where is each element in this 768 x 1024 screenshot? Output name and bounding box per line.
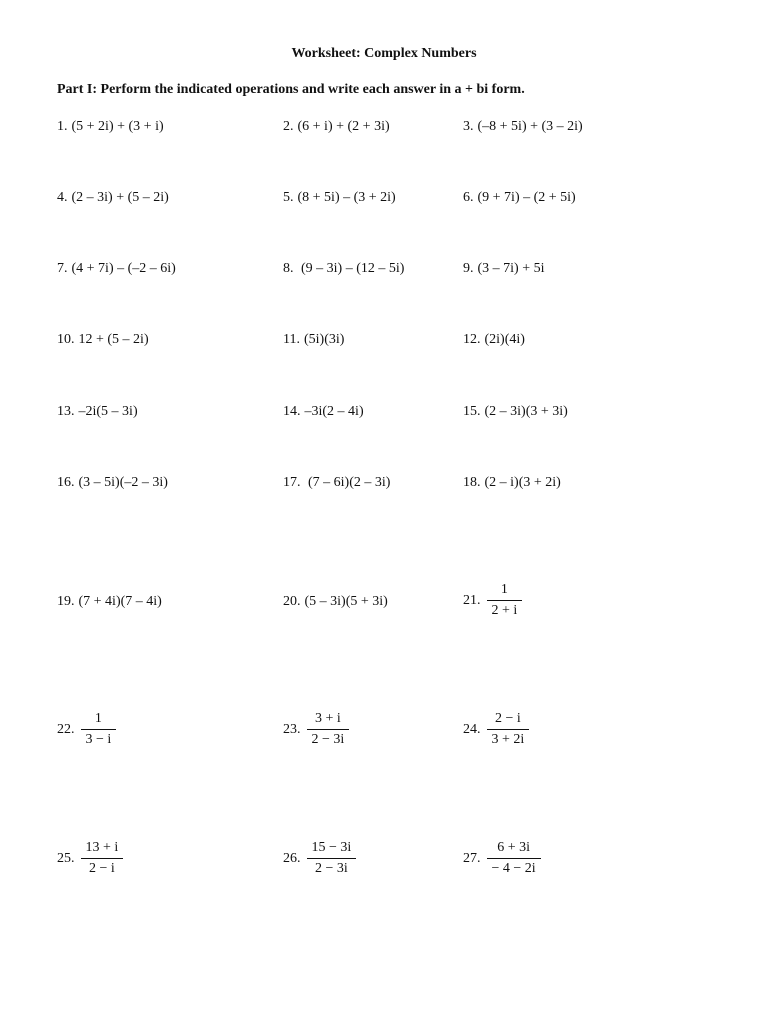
problem-number: 27. bbox=[463, 850, 481, 866]
problem-25 bbox=[57, 840, 123, 877]
problem-number: 5. bbox=[283, 190, 294, 205]
problem-expression: (7 – 6i)(2 – 3i) bbox=[304, 475, 391, 490]
fraction-numerator: 1 bbox=[500, 582, 508, 597]
problem-24 bbox=[463, 711, 529, 748]
problem-number: 20. bbox=[283, 594, 301, 609]
problem-number: 12. bbox=[463, 332, 481, 347]
problem-number: 21. bbox=[463, 592, 481, 608]
fraction bbox=[81, 711, 117, 748]
problem-20 bbox=[283, 593, 388, 611]
problem-6 bbox=[463, 189, 576, 207]
problem-number: 10. bbox=[57, 332, 75, 347]
problem-23 bbox=[283, 711, 349, 748]
problem-10 bbox=[57, 331, 149, 349]
problem-14 bbox=[283, 403, 364, 421]
fraction bbox=[487, 711, 530, 748]
problem-number: 1. bbox=[57, 119, 68, 134]
problem-expression: (8 + 5i) – (3 + 2i) bbox=[297, 190, 396, 205]
problem-expression: (2 – 3i) + (5 – 2i) bbox=[71, 190, 169, 205]
problem-27 bbox=[463, 840, 541, 877]
problem-expression: (6 + i) + (2 + 3i) bbox=[297, 119, 390, 134]
problem-number: 18. bbox=[463, 475, 481, 490]
problem-13 bbox=[57, 403, 138, 421]
problem-expression: (–8 + 5i) + (3 – 2i) bbox=[477, 119, 583, 134]
fraction-denominator: 2 − 3i bbox=[315, 861, 348, 876]
problem-3 bbox=[463, 118, 583, 136]
problem-7 bbox=[57, 260, 176, 278]
problem-expression: (5 – 3i)(5 + 3i) bbox=[304, 594, 388, 609]
problem-expression: –2i(5 – 3i) bbox=[78, 404, 138, 419]
problem-expression: (9 – 3i) – (12 – 5i) bbox=[297, 261, 405, 276]
problem-expression: (2 – 3i)(3 + 3i) bbox=[484, 404, 568, 419]
problem-number: 9. bbox=[463, 261, 474, 276]
fraction-numerator: 15 − 3i bbox=[311, 840, 352, 855]
problem-expression: (5 + 2i) + (3 + i) bbox=[71, 119, 164, 134]
problem-number: 23. bbox=[283, 721, 301, 737]
problem-number: 26. bbox=[283, 850, 301, 866]
problem-11 bbox=[283, 331, 344, 349]
problem-21 bbox=[463, 582, 522, 619]
fraction-numerator: 13 + i bbox=[85, 840, 119, 855]
problem-22 bbox=[57, 711, 116, 748]
page-title: Worksheet: Complex Numbers bbox=[291, 46, 477, 61]
problem-1 bbox=[57, 118, 164, 136]
fraction-denominator: − 4 − 2i bbox=[491, 861, 536, 876]
fraction-denominator: 2 − 3i bbox=[311, 732, 345, 747]
problem-expression: (5i)(3i) bbox=[303, 332, 345, 347]
problem-number: 17. bbox=[283, 475, 301, 490]
fraction bbox=[487, 840, 541, 877]
fraction bbox=[307, 840, 357, 877]
fraction-numerator: 3 + i bbox=[315, 711, 341, 726]
problem-number: 8. bbox=[283, 261, 294, 276]
problem-number: 11. bbox=[283, 332, 300, 347]
problem-expression: 12 + (5 – 2i) bbox=[78, 332, 149, 347]
problem-number: 3. bbox=[463, 119, 474, 134]
problem-number: 2. bbox=[283, 119, 294, 134]
problem-number: 15. bbox=[463, 404, 481, 419]
problem-4 bbox=[57, 189, 169, 207]
problem-9 bbox=[463, 260, 545, 278]
fraction-denominator: 2 + i bbox=[491, 603, 518, 618]
problem-number: 22. bbox=[57, 721, 75, 737]
problem-number: 4. bbox=[57, 190, 68, 205]
fraction-denominator: 3 + 2i bbox=[491, 732, 525, 747]
problem-19 bbox=[57, 593, 162, 611]
fraction-denominator: 2 − i bbox=[89, 861, 115, 876]
problem-expression: (2 – i)(3 + 2i) bbox=[484, 475, 561, 490]
problem-expression: (3 – 5i)(–2 – 3i) bbox=[78, 475, 168, 490]
fraction-numerator: 6 + 3i bbox=[497, 840, 530, 855]
fraction bbox=[307, 711, 350, 748]
problem-number: 13. bbox=[57, 404, 75, 419]
problem-5 bbox=[283, 189, 396, 207]
problem-17 bbox=[283, 474, 390, 492]
problem-expression: (9 + 7i) – (2 + 5i) bbox=[477, 190, 576, 205]
problem-18 bbox=[463, 474, 561, 492]
problem-16 bbox=[57, 474, 168, 492]
problem-number: 7. bbox=[57, 261, 68, 276]
problem-expression: (7 + 4i)(7 – 4i) bbox=[78, 594, 162, 609]
problem-expression: –3i(2 – 4i) bbox=[304, 404, 364, 419]
problem-number: 25. bbox=[57, 850, 75, 866]
part-instructions: Part I: Perform the indicated operations and write each answer in a + bi form. bbox=[57, 82, 525, 97]
problem-15 bbox=[463, 403, 568, 421]
fraction bbox=[487, 582, 523, 619]
problem-expression: (4 + 7i) – (–2 – 6i) bbox=[71, 261, 176, 276]
problem-number: 14. bbox=[283, 404, 301, 419]
fraction-denominator: 3 − i bbox=[85, 732, 112, 747]
problem-number: 24. bbox=[463, 721, 481, 737]
problem-number: 16. bbox=[57, 475, 75, 490]
fraction bbox=[81, 840, 124, 877]
fraction-numerator: 2 − i bbox=[495, 711, 521, 726]
problem-number: 19. bbox=[57, 594, 75, 609]
problem-8 bbox=[283, 260, 404, 278]
problem-expression: (3 – 7i) + 5i bbox=[477, 261, 545, 276]
problem-26 bbox=[283, 840, 356, 877]
problem-2 bbox=[283, 118, 390, 136]
fraction-numerator: 1 bbox=[94, 711, 102, 726]
problem-12 bbox=[463, 331, 525, 349]
problem-number: 6. bbox=[463, 190, 474, 205]
problem-expression: (2i)(4i) bbox=[484, 332, 525, 347]
